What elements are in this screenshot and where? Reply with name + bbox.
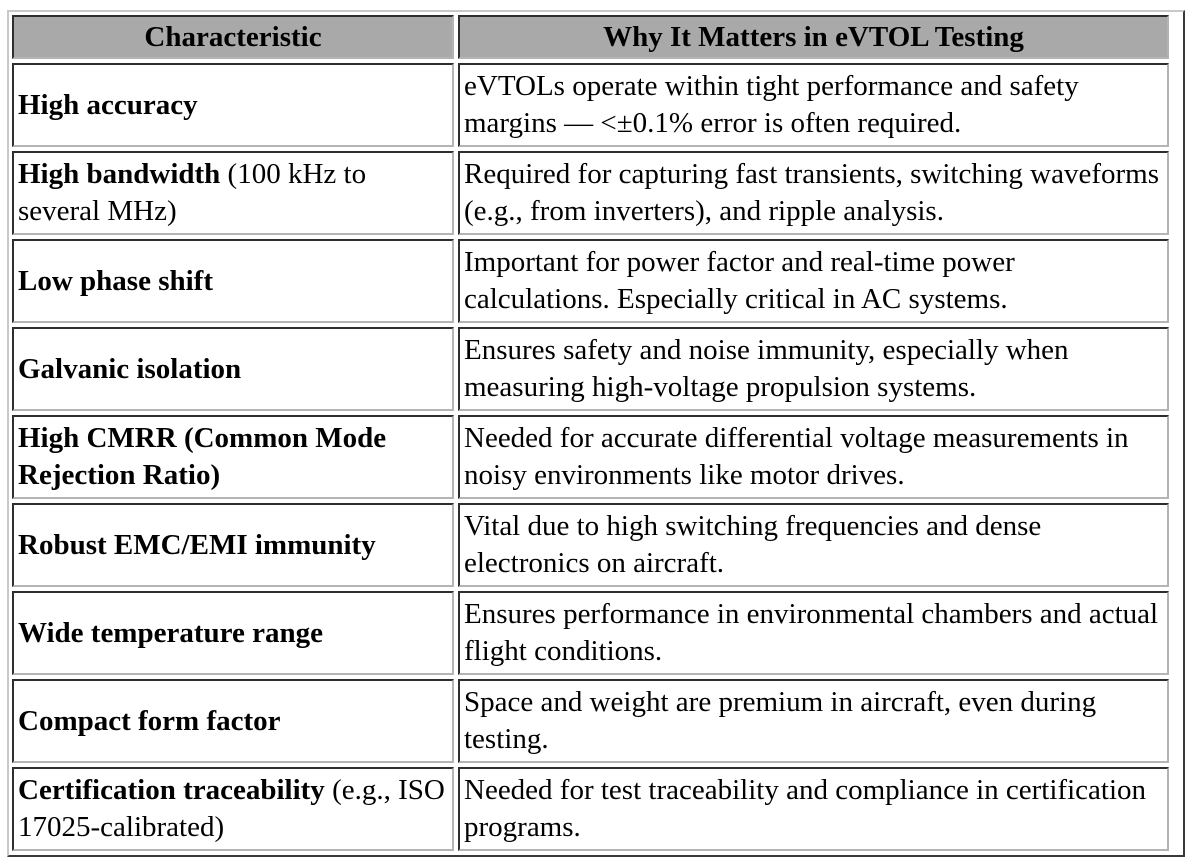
characteristics-table (12, 15, 1169, 851)
characteristic-cell (12, 63, 454, 147)
characteristic-cell (12, 151, 454, 235)
table-row (12, 327, 1169, 411)
characteristic-name: High CMRR (Common Mode Rejection Ratio) (18, 422, 387, 491)
characteristic-detail: (100 kHz to several MHz) (18, 158, 367, 227)
characteristic-name: Wide temperature range (18, 616, 323, 649)
why-cell (458, 151, 1169, 235)
header-characteristic: Characteristic (12, 15, 454, 59)
why-text: Needed for accurate differential voltage measurements in noisy environments like motor drives. (464, 422, 1129, 491)
why-cell (458, 767, 1169, 851)
characteristic-name: High accuracy (18, 88, 198, 121)
why-cell (458, 63, 1169, 147)
characteristic-name: Robust EMC/EMI immunity (18, 528, 376, 561)
characteristic-name: Certification traceability (18, 774, 325, 806)
why-cell (458, 327, 1169, 411)
characteristic-cell (12, 327, 454, 411)
characteristic-name: High bandwidth (18, 158, 221, 190)
table-frame (7, 10, 1185, 857)
table-row (12, 151, 1169, 235)
why-cell (458, 239, 1169, 323)
why-text: eVTOLs operate within tight performance and safety margins — <±0.1% error is often required. (464, 70, 1079, 139)
table-row (12, 239, 1169, 323)
characteristic-cell (12, 239, 454, 323)
table-row (12, 767, 1169, 851)
why-cell (458, 679, 1169, 763)
why-cell (458, 503, 1169, 587)
characteristic-name: Compact form factor (18, 704, 281, 737)
characteristic-cell (12, 679, 454, 763)
characteristic-detail: (e.g., ISO 17025-calibrated) (18, 774, 445, 843)
why-text: Space and weight are premium in aircraft, even during testing. (464, 686, 1097, 755)
characteristic-cell (12, 415, 454, 499)
table-row (12, 679, 1169, 763)
why-text: Required for capturing fast transients, switching waveforms (e.g., from inverters), and ripple analysis. (464, 158, 1160, 227)
why-text: Vital due to high switching frequencies and dense electronics on aircraft. (464, 510, 1042, 579)
why-text: Important for power factor and real-time power calculations. Especially critical in AC systems. (464, 246, 1015, 315)
characteristic-name: Galvanic isolation (18, 352, 242, 385)
why-text: Ensures performance in environmental chambers and actual flight conditions. (464, 598, 1159, 667)
table-row (12, 63, 1169, 147)
table-row (12, 591, 1169, 675)
table-row (12, 503, 1169, 587)
why-text: Ensures safety and noise immunity, especially when measuring high-voltage propulsion systems. (464, 334, 1069, 403)
table-row (12, 415, 1169, 499)
characteristic-cell (12, 767, 454, 851)
why-text: Needed for test traceability and compliance in certification programs. (464, 774, 1146, 843)
why-cell (458, 591, 1169, 675)
table-header-row (12, 15, 1169, 59)
header-why-it-matters: Why It Matters in eVTOL Testing (458, 15, 1169, 59)
characteristic-cell (12, 503, 454, 587)
characteristic-cell (12, 591, 454, 675)
why-cell (458, 415, 1169, 499)
characteristic-name: Low phase shift (18, 264, 213, 297)
